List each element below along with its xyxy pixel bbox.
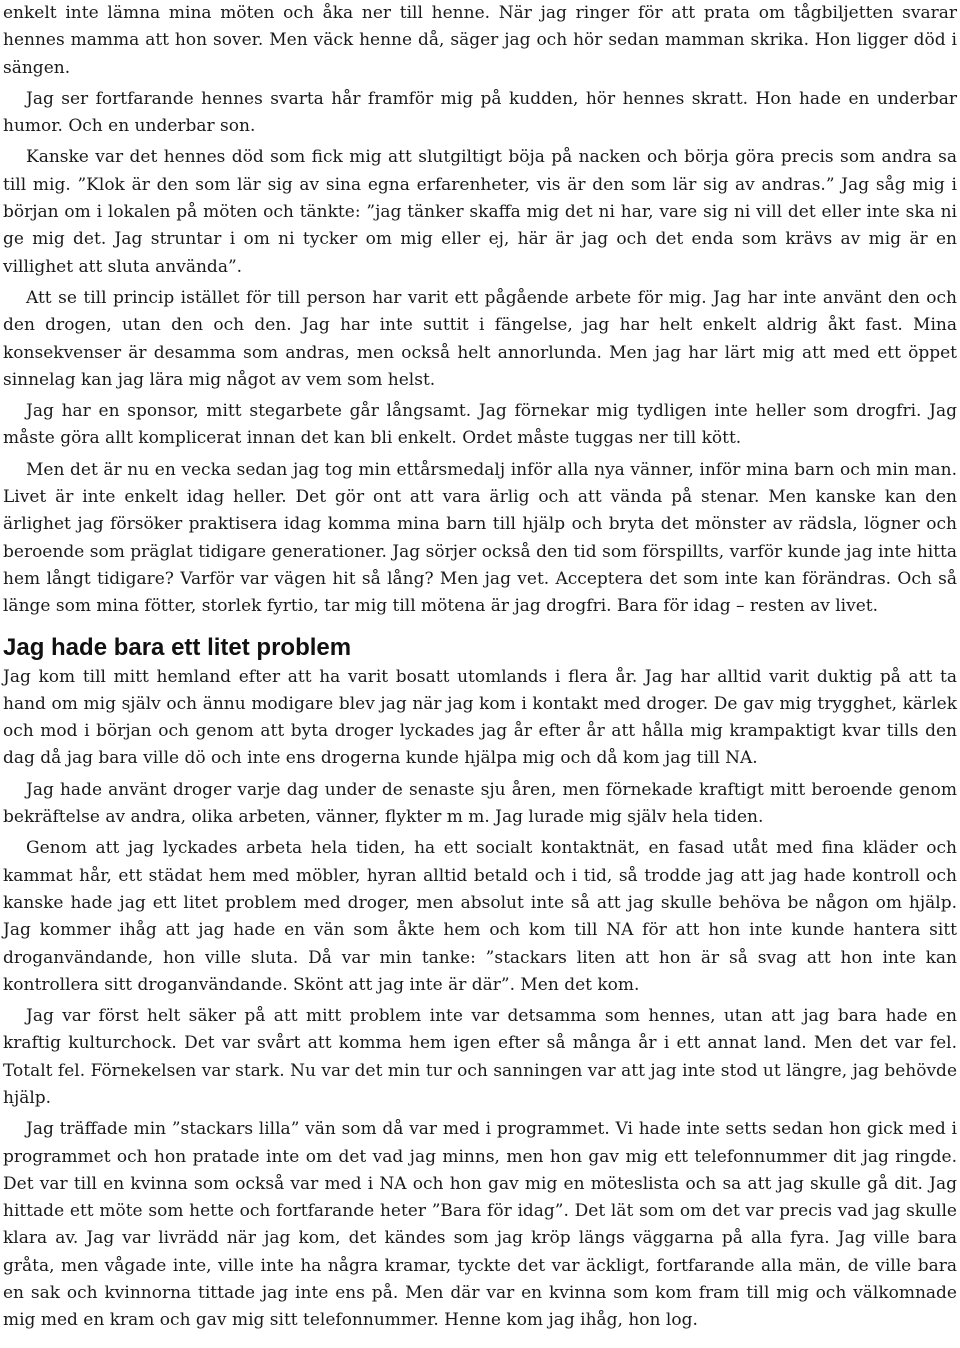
- paragraph: Jag hade använt droger varje dag under de senaste sju åren, men förnekade kraftigt mitt beroende genom bekräftelse av andra, olika arbeten, vänner, flykter m m. Jag lurade mig själv hela tiden.: [3, 779, 957, 828]
- paragraph: Genom att jag lyckades arbeta hela tiden, ha ett socialt kontaktnät, en fasad utåt med fina kläder och kammat hår, ett städat hem med möbler, hyran alltid betald och i tid, så trodde jag att jag hade kontroll och kanske hade jag ett litet problem med droger, men absolut inte så att jag skulle behöva be någon om hjälp. Jag kommer ihåg att jag hade en vän som åkte hem och kom till NA för att hon inte kunde hantera sitt droganvändande, hon ville sluta. Då var min tanke: ”stackars liten att hon är så svag att hon inte kan kontrollera sitt droganvändande. Skönt att jag inte är där”. Men det kom.: [3, 838, 957, 995]
- paragraph-first: Jag kom till mitt hemland efter att ha varit bosatt utomlands i flera år. Jag har alltid varit duktig på att ta hand om mig själv och ännu modigare blev jag när jag kom i kontakt med droger. De gav mig trygghet, kärlek och mod i början och genom att byta droger lyckades jag år efter år att hålla mig krampaktigt kvar tills den dag då jag bara ville dö och inte ens drogerna kunde hjälpa mig och då kom jag till NA.: [3, 666, 957, 769]
- paragraph: Jag träffade min ”stackars lilla” vän som då var med i programmet. Vi hade inte setts sedan hon gick med i programmet och hon pratade inte om det vad jag minns, men hon gav mig ett telefonnummer dit jag ringde. Det var till en kvinna som också var med i NA och hon gav mig en möteslista och sa att jag skulle gå dit. Jag hittade ett möte som hette och fortfarande heter ”Bara för idag”. Det lät som om det var precis vad jag skulle klara av. Jag var livrädd när jag kom, det kändes som jag kröp längs väggarna på alla fyra. Jag ville bara gråta, men vågade inte, ville inte ha några kramar, tyckte det var äckligt, fortfarande alla män, de ville bara en sak och kvinnorna tittade jag inte ens på. Men där var en kvinna som kom fram till mig och välkomnade mig med en kram och gav mig sitt telefonnummer. Henne kom jag ihåg, hon log.: [3, 1119, 957, 1331]
- section-heading: Jag hade bara ett litet problem: [3, 633, 352, 661]
- paragraph: Men det är nu en vecka sedan jag tog min ettårsmedalj inför alla nya vänner, inför mina barn och min man. Livet är inte enkelt idag heller. Det gör ont att vara ärlig och att vända på stenar. Men kanske kan den ärlighet jag försöker praktisera idag komma mina barn till hjälp och bryta det mönster av rädsla, lögner och beroende som präglat tidigare generationer. Jag sörjer också den tid som förspillts, varför kunde jag inte hitta hem långt tidigare? Varför var vägen hit så lång? Men jag vet. Acceptera det som inte kan förändras. Och så länge som mina fötter, storlek fyrtio, tar mig till mötena är jag drogfri. Bara för idag – resten av livet.: [3, 459, 957, 617]
- paragraph: Jag har en sponsor, mitt stegarbete går långsamt. Jag förnekar mig tydligen inte heller som drogfri. Jag måste göra allt komplicerat innan det kan bli enkelt. Ordet måste tuggas ner till kött.: [3, 401, 957, 449]
- paragraph: Att se till princip istället för till person har varit ett pågående arbete för mig. Jag har inte använt den och den drogen, utan den och den. Jag har inte suttit i fängelse, jag har helt enkelt aldrig åkt fast. Mina konsekvenser är desamma som andras, men också helt annorlunda. Men jag har lärt mig att med ett öppet sinnelag kan jag lära mig något av vem som helst.: [3, 287, 957, 390]
- paragraph: Kanske var det hennes död som fick mig att slutgiltigt böja på nacken och börja göra precis som andra sa till mig. ”Klok är den som lär sig av sina egna erfarenheter, vis är den som lär sig av andras.” Jag såg mig i början om i lokalen på möten och tänkte: ”jag tänker skaffa mig det ni har, vare sig ni vill det eller inte ska ni ge mig det. Jag struntar i om ni tycker om mig eller ej, här är jag och det enda som krävs av mig är en villighet att sluta använda”.: [3, 147, 957, 277]
- paragraph: Jag var först helt säker på att mitt problem inte var detsamma som hennes, utan att jag bara hade en kraftig kulturchock. Det var svårt att komma hem igen efter så många år i ett annat land. Men det var fel. Totalt fel. Förnekelsen var stark. Nu var det min tur och sanningen var att jag inte stod ut längre, jag behövde hjälp.: [3, 1006, 957, 1108]
- paragraph: Jag ser fortfarande hennes svarta hår framför mig på kudden, hör hennes skratt. Hon hade en underbar humor. Och en underbar son.: [3, 88, 957, 137]
- paragraph-continued: enkelt inte lämna mina möten och åka ner till henne. När jag ringer för att prata om tågbiljetten svarar hennes mamma att hon sover. Men väck henne då, säger jag och hör sedan mamman skrika. Hon ligger död i sängen.: [3, 3, 957, 78]
- document-page: [3, 0, 957, 1335]
